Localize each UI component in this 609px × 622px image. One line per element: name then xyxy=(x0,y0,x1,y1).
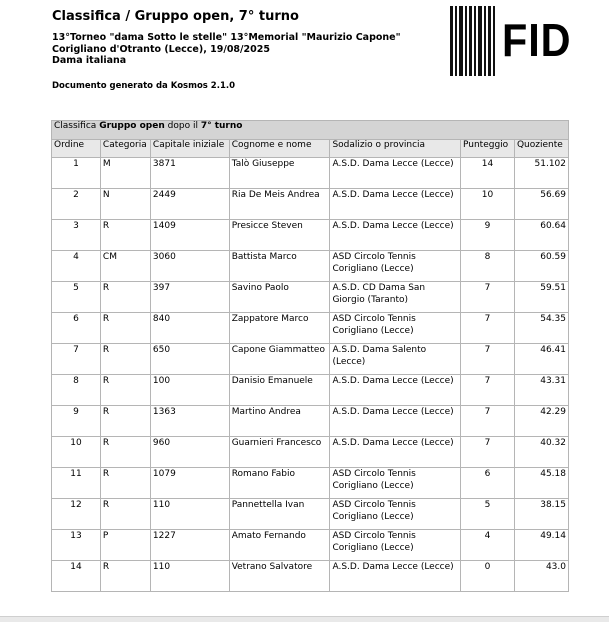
col-capitale: Capitale iniziale xyxy=(150,140,229,158)
cell-sodalizio: ASD Circolo Tennis Corigliano (Lecce) xyxy=(330,313,461,344)
table-row xyxy=(52,406,569,437)
table-header xyxy=(52,140,569,158)
cell-quoziente: 60.64 xyxy=(514,220,568,251)
cell-categoria: M xyxy=(100,158,150,189)
cell-quoziente: 43.31 xyxy=(514,375,568,406)
cell-categoria: R xyxy=(100,220,150,251)
table-row xyxy=(52,251,569,282)
cell-nome: Guarnieri Francesco xyxy=(229,437,330,468)
cell-punteggio: 4 xyxy=(461,530,515,561)
cell-punteggio: 10 xyxy=(461,189,515,220)
cell-punteggio: 8 xyxy=(461,251,515,282)
cell-ordine: 10 xyxy=(52,437,101,468)
cell-categoria: R xyxy=(100,406,150,437)
cell-nome: Capone Giammatteo xyxy=(229,344,330,375)
col-nome: Cognome e nome xyxy=(229,140,330,158)
cell-quoziente: 51.102 xyxy=(514,158,568,189)
cell-ordine: 3 xyxy=(52,220,101,251)
cell-punteggio: 6 xyxy=(461,468,515,499)
cell-categoria: P xyxy=(100,530,150,561)
cell-quoziente: 42.29 xyxy=(514,406,568,437)
cell-ordine: 5 xyxy=(52,282,101,313)
fid-logo-bars xyxy=(450,6,496,76)
cell-ordine: 2 xyxy=(52,189,101,220)
cell-capitale: 650 xyxy=(150,344,229,375)
cell-ordine: 1 xyxy=(52,158,101,189)
cell-quoziente: 56.69 xyxy=(514,189,568,220)
cell-ordine: 9 xyxy=(52,406,101,437)
cell-ordine: 8 xyxy=(52,375,101,406)
cell-categoria: R xyxy=(100,437,150,468)
cell-quoziente: 54.35 xyxy=(514,313,568,344)
table-row xyxy=(52,282,569,313)
cell-sodalizio: A.S.D. CD Dama San Giorgio (Taranto) xyxy=(330,282,461,313)
cell-nome: Amato Fernando xyxy=(229,530,330,561)
col-punteggio: Punteggio xyxy=(461,140,515,158)
cell-quoziente: 59.51 xyxy=(514,282,568,313)
table-row xyxy=(52,499,569,530)
cell-capitale: 397 xyxy=(150,282,229,313)
cell-nome: Ria De Meis Andrea xyxy=(229,189,330,220)
col-categoria: Categoria xyxy=(100,140,150,158)
cell-ordine: 4 xyxy=(52,251,101,282)
cell-capitale: 1363 xyxy=(150,406,229,437)
cell-sodalizio: A.S.D. Dama Lecce (Lecce) xyxy=(330,406,461,437)
cell-categoria: R xyxy=(100,375,150,406)
cell-sodalizio: A.S.D. Dama Lecce (Lecce) xyxy=(330,189,461,220)
cell-capitale: 1227 xyxy=(150,530,229,561)
table-row xyxy=(52,437,569,468)
table-row xyxy=(52,220,569,251)
cell-capitale: 3871 xyxy=(150,158,229,189)
cell-nome: Danisio Emanuele xyxy=(229,375,330,406)
cell-ordine: 13 xyxy=(52,530,101,561)
cell-nome: Pannettella Ivan xyxy=(229,499,330,530)
page-title: Classifica / Gruppo open, 7° turno xyxy=(52,9,299,24)
cell-capitale: 110 xyxy=(150,561,229,592)
table-row xyxy=(52,313,569,344)
cell-sodalizio: A.S.D. Dama Salento (Lecce) xyxy=(330,344,461,375)
cell-capitale: 1079 xyxy=(150,468,229,499)
cell-sodalizio: A.S.D. Dama Lecce (Lecce) xyxy=(330,437,461,468)
location-line: Corigliano d'Otranto (Lecce), 19/08/2025 xyxy=(52,43,270,55)
cell-categoria: R xyxy=(100,499,150,530)
page-bottom-edge xyxy=(0,616,609,622)
table-row xyxy=(52,189,569,220)
cell-categoria: R xyxy=(100,344,150,375)
caption-prefix: Classifica xyxy=(54,121,97,131)
cell-sodalizio: A.S.D. Dama Lecce (Lecce) xyxy=(330,375,461,406)
cell-punteggio: 5 xyxy=(461,499,515,530)
cell-sodalizio: ASD Circolo Tennis Corigliano (Lecce) xyxy=(330,468,461,499)
col-sodalizio: Sodalizio o provincia xyxy=(330,140,461,158)
table-row xyxy=(52,344,569,375)
table-row xyxy=(52,530,569,561)
cell-sodalizio: ASD Circolo Tennis Corigliano (Lecce) xyxy=(330,251,461,282)
cell-nome: Martino Andrea xyxy=(229,406,330,437)
table-row xyxy=(52,158,569,189)
cell-categoria: R xyxy=(100,561,150,592)
table-row xyxy=(52,375,569,406)
cell-quoziente: 43.0 xyxy=(514,561,568,592)
cell-capitale: 3060 xyxy=(150,251,229,282)
caption-round: 7° turno xyxy=(200,121,243,131)
cell-capitale: 100 xyxy=(150,375,229,406)
cell-quoziente: 45.18 xyxy=(514,468,568,499)
cell-categoria: N xyxy=(100,189,150,220)
cell-punteggio: 7 xyxy=(461,437,515,468)
cell-nome: Presicce Steven xyxy=(229,220,330,251)
col-ordine: Ordine xyxy=(52,140,101,158)
cell-punteggio: 0 xyxy=(461,561,515,592)
cell-punteggio: 14 xyxy=(461,158,515,189)
generated-note: Documento generato da Kosmos 2.1.0 xyxy=(52,81,236,91)
cell-punteggio: 9 xyxy=(461,220,515,251)
cell-capitale: 840 xyxy=(150,313,229,344)
cell-capitale: 960 xyxy=(150,437,229,468)
caption-group: Gruppo open xyxy=(99,121,165,131)
cell-ordine: 12 xyxy=(52,499,101,530)
table-row xyxy=(52,468,569,499)
cell-punteggio: 7 xyxy=(461,313,515,344)
cell-nome: Savino Paolo xyxy=(229,282,330,313)
cell-quoziente: 40.32 xyxy=(514,437,568,468)
tournament-line: 13°Torneo "dama Sotto le stelle" 13°Memorial "Maurizio Capone" xyxy=(52,32,401,43)
cell-nome: Battista Marco xyxy=(229,251,330,282)
cell-categoria: CM xyxy=(100,251,150,282)
cell-quoziente: 46.41 xyxy=(514,344,568,375)
game-line: Dama italiana xyxy=(52,55,127,66)
cell-categoria: R xyxy=(100,468,150,499)
cell-ordine: 6 xyxy=(52,313,101,344)
cell-quoziente: 38.15 xyxy=(514,499,568,530)
cell-categoria: R xyxy=(100,313,150,344)
cell-capitale: 1409 xyxy=(150,220,229,251)
fid-logo xyxy=(450,6,572,76)
fid-logo-text: FID xyxy=(502,14,572,66)
cell-nome: Talò Giuseppe xyxy=(229,158,330,189)
cell-punteggio: 7 xyxy=(461,375,515,406)
table-row xyxy=(52,561,569,592)
cell-sodalizio: ASD Circolo Tennis Corigliano (Lecce) xyxy=(330,530,461,561)
cell-nome: Vetrano Salvatore xyxy=(229,561,330,592)
cell-sodalizio: A.S.D. Dama Lecce (Lecce) xyxy=(330,158,461,189)
cell-nome: Romano Fabio xyxy=(229,468,330,499)
cell-sodalizio: A.S.D. Dama Lecce (Lecce) xyxy=(330,561,461,592)
cell-quoziente: 60.59 xyxy=(514,251,568,282)
cell-ordine: 14 xyxy=(52,561,101,592)
cell-capitale: 110 xyxy=(150,499,229,530)
cell-categoria: R xyxy=(100,282,150,313)
cell-sodalizio: A.S.D. Dama Lecce (Lecce) xyxy=(330,220,461,251)
cell-quoziente: 49.14 xyxy=(514,530,568,561)
caption-mid: dopo il xyxy=(167,121,198,131)
cell-capitale: 2449 xyxy=(150,189,229,220)
cell-nome: Zappatore Marco xyxy=(229,313,330,344)
cell-punteggio: 7 xyxy=(461,406,515,437)
col-quoziente: Quoziente xyxy=(514,140,568,158)
cell-punteggio: 7 xyxy=(461,282,515,313)
cell-punteggio: 7 xyxy=(461,344,515,375)
table-caption xyxy=(52,121,569,140)
standings-table xyxy=(51,120,569,592)
cell-sodalizio: ASD Circolo Tennis Corigliano (Lecce) xyxy=(330,499,461,530)
cell-ordine: 11 xyxy=(52,468,101,499)
cell-ordine: 7 xyxy=(52,344,101,375)
event-info xyxy=(52,32,401,67)
